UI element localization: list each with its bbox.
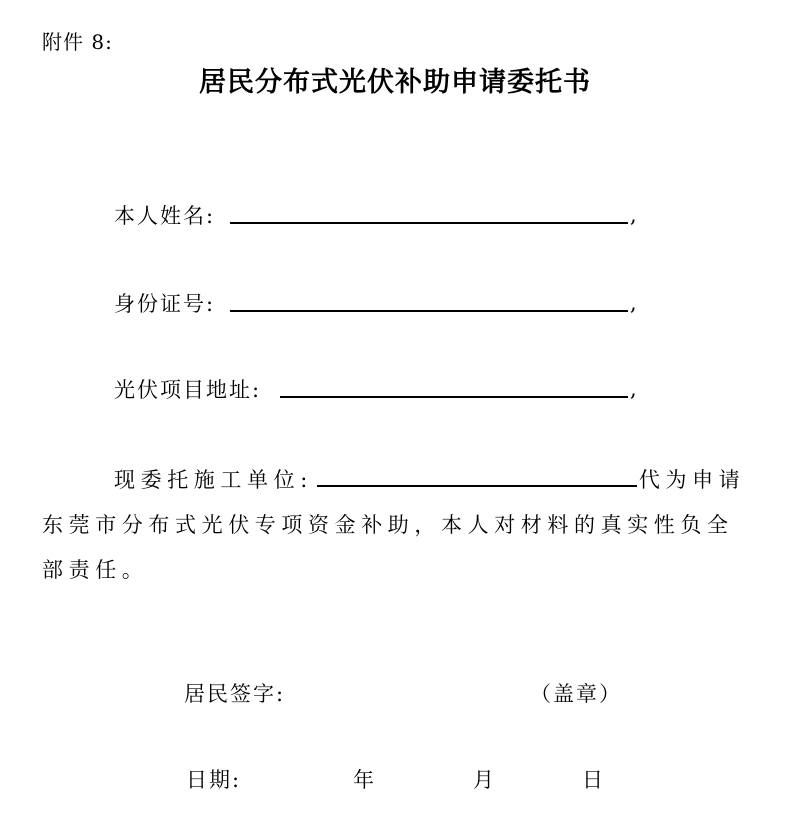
month-label: 月 <box>473 768 496 792</box>
seal-label: （盖章） <box>530 682 622 706</box>
id-number-label: 身份证号: <box>114 292 216 316</box>
date-label: 日期: <box>186 768 242 792</box>
project-address-field[interactable] <box>280 396 628 398</box>
project-address-comma: , <box>630 377 637 401</box>
project-address-label: 光伏项目地址: <box>114 378 262 402</box>
authorization-statement <box>42 458 752 593</box>
day-label: 日 <box>582 768 605 792</box>
id-number-field[interactable] <box>230 310 628 312</box>
statement-body: 代为申请东莞市分布式光伏专项资金补助，本人对材料的真实性负全部责任。 <box>42 468 746 582</box>
id-number-comma: , <box>630 291 637 315</box>
name-label: 本人姓名: <box>114 204 216 228</box>
year-label: 年 <box>353 768 376 792</box>
document-title: 居民分布式光伏补助申请委托书 <box>199 67 591 98</box>
name-comma: , <box>630 203 637 227</box>
contractor-label: 现委托施工单位: <box>114 468 313 492</box>
resident-signature-label: 居民签字: <box>184 682 286 706</box>
name-field[interactable] <box>230 222 628 224</box>
contractor-field[interactable] <box>317 461 637 487</box>
annex-number: 附件 8: <box>42 30 113 54</box>
